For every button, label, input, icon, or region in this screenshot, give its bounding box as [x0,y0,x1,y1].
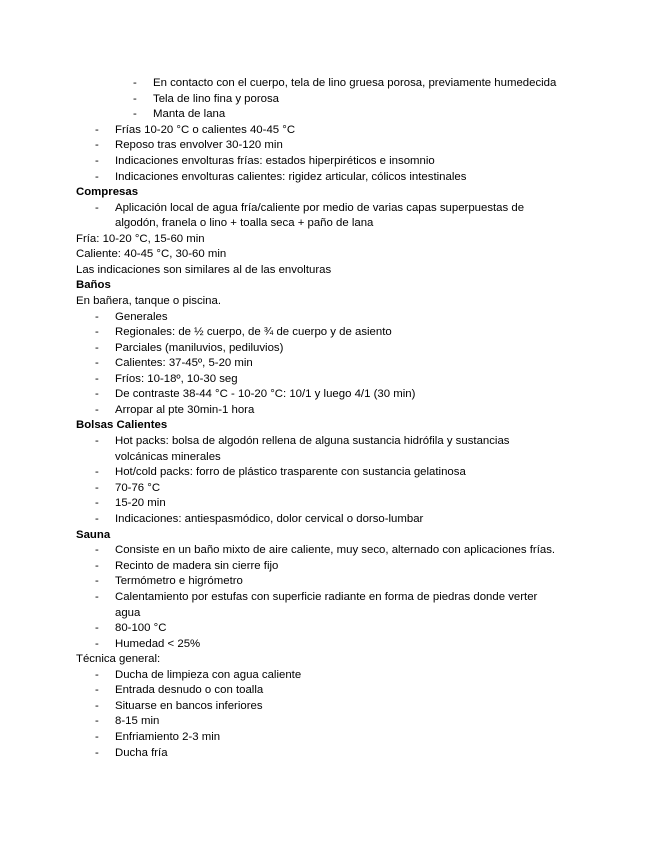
list-item: Reposo tras envolver 30-120 min [115,139,283,151]
paragraph: Caliente: 40-45 °C, 30-60 min [76,248,227,260]
list-item: Aplicación local de agua fría/caliente por medio de varias capas superpuestas de [115,202,525,214]
dash: - [95,560,99,572]
dash: - [95,513,99,525]
dash: - [95,638,99,650]
section-heading-compresas: Compresas [76,186,139,198]
list-item: Entrada desnudo o con toalla [115,684,264,696]
list-item: 15-20 min [115,497,166,509]
list-item: En contacto con el cuerpo, tela de lino gruesa porosa, previamente humedecida [153,77,557,89]
section-heading-sauna: Sauna [76,529,111,541]
list-item: 8-15 min [115,715,160,727]
list-item: Regionales: de ½ cuerpo, de ¾ de cuerpo y de asiento [115,326,392,338]
dash: - [95,202,99,214]
sub-dash: - [133,108,137,120]
list-item: Tela de lino fina y porosa [153,93,280,105]
section-heading-bolsas: Bolsas Calientes [76,419,168,431]
list-item: 70-76 °C [115,482,161,494]
dash: - [95,591,99,603]
list-item: Generales [115,311,168,323]
dash: - [95,404,99,416]
list-item: 80-100 °C [115,622,167,634]
dash: - [95,575,99,587]
list-item: Hot packs: bolsa de algodón rellena de alguna sustancia hidrófila y sustancias [115,435,510,447]
dash: - [95,171,99,183]
list-item: Ducha fría [115,747,168,759]
dash: - [95,731,99,743]
dash: - [95,684,99,696]
list-item-continuation: agua [115,607,141,619]
dash: - [95,124,99,136]
list-item: Calientes: 37-45º, 5-20 min [115,357,253,369]
list-item: Termómetro e higrómetro [115,575,243,587]
dash: - [95,342,99,354]
list-item: Indicaciones envolturas calientes: rigidez articular, cólicos intestinales [115,171,467,183]
list-item: De contraste 38-44 °C - 10-20 °C: 10/1 y luego 4/1 (30 min) [115,388,416,400]
dash: - [95,435,99,447]
list-item: Hot/cold packs: forro de plástico trasparente con sustancia gelatinosa [115,466,466,478]
list-item: Parciales (maniluvios, pediluvios) [115,342,284,354]
dash: - [95,669,99,681]
paragraph: En bañera, tanque o piscina. [76,295,222,307]
list-item: Ducha de limpieza con agua caliente [115,669,302,681]
list-item: Indicaciones envolturas frías: estados hiperpiréticos e insomnio [115,155,435,167]
dash: - [95,544,99,556]
sub-dash: - [133,93,137,105]
list-item: Enfriamiento 2-3 min [115,731,221,743]
list-item: Situarse en bancos inferiores [115,700,263,712]
list-item-continuation: algodón, franela o lino + toalla seca + paño de lana [115,217,374,229]
dash: - [95,622,99,634]
dash: - [95,388,99,400]
list-item: Calentamiento por estufas con superficie radiante en forma de piedras donde verter [115,591,538,603]
dash: - [95,373,99,385]
dash: - [95,357,99,369]
section-heading-banos: Baños [76,279,111,291]
sub-dash: - [133,77,137,89]
list-item: Indicaciones: antiespasmódico, dolor cervical o dorso-lumbar [115,513,424,525]
dash: - [95,311,99,323]
paragraph: Fría: 10-20 °C, 15-60 min [76,233,205,245]
list-item: Humedad < 25% [115,638,201,650]
list-item: Fríos: 10-18º, 10-30 seg [115,373,238,385]
paragraph: Las indicaciones son similares al de las envolturas [76,264,332,276]
dash: - [95,715,99,727]
dash: - [95,482,99,494]
dash: - [95,466,99,478]
dash: - [95,700,99,712]
list-item-continuation: volcánicas minerales [115,451,221,463]
subheading-tecnica: Técnica general: [76,653,161,665]
list-item: Manta de lana [153,108,226,120]
dash: - [95,155,99,167]
list-item: Arropar al pte 30min-1 hora [115,404,255,416]
dash: - [95,497,99,509]
dash: - [95,747,99,759]
dash: - [95,139,99,151]
list-item: Recinto de madera sin cierre fijo [115,560,279,572]
dash: - [95,326,99,338]
list-item: Consiste en un baño mixto de aire caliente, muy seco, alternado con aplicaciones frías. [115,544,556,556]
list-item: Frías 10-20 °C o calientes 40-45 °C [115,124,296,136]
